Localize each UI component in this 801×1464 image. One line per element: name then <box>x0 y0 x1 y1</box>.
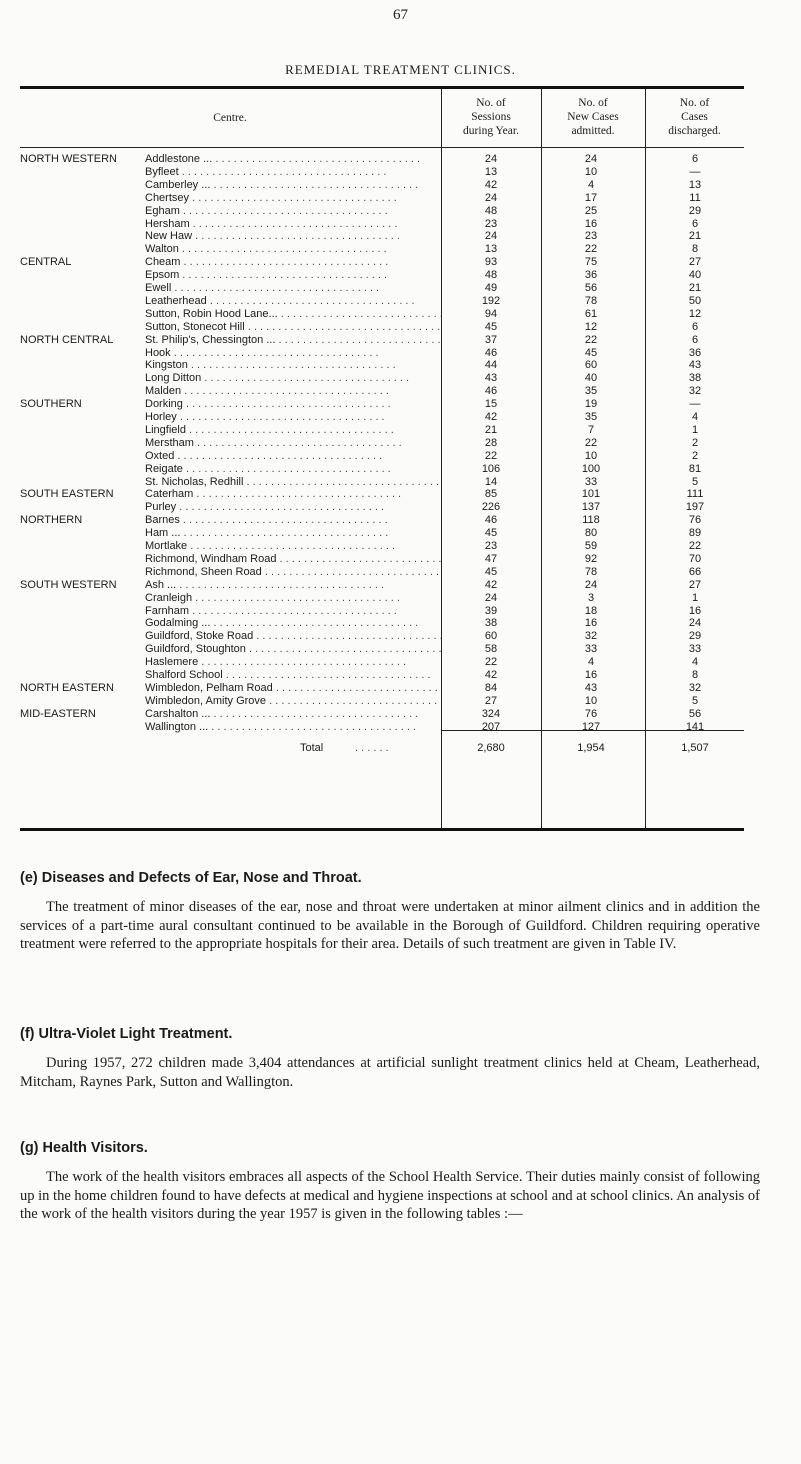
centre-name: Guildford, Stoke Road . . . <box>145 629 441 644</box>
region-label: NORTHERN <box>20 514 83 527</box>
discharged-value: 4 <box>691 411 699 423</box>
header-new-cases-line: New Cases <box>567 111 619 123</box>
new-cases-value: 10 <box>584 449 598 462</box>
new-cases-value: 118 <box>582 514 600 527</box>
new-cases-value: 22 <box>584 243 598 256</box>
discharged-value: 6 <box>691 153 699 165</box>
centre-name: Ash ... . . . <box>145 578 441 593</box>
sessions-value: 94 <box>484 307 498 320</box>
sessions-value: 27 <box>484 694 498 707</box>
header-discharged-line: discharged. <box>668 125 721 137</box>
new-cases-value: 80 <box>584 527 598 540</box>
header-centre: Centre. <box>213 112 247 124</box>
new-cases-value: 40 <box>584 372 598 385</box>
sessions-value: 60 <box>484 630 498 643</box>
table-title: REMEDIAL TREATMENT CLINICS. <box>285 62 516 77</box>
sessions-value: 42 <box>484 411 498 423</box>
new-cases-value: 32 <box>584 630 598 643</box>
centre-name: Byfleet . . . <box>145 165 441 180</box>
discharged-value: 5 <box>691 694 699 707</box>
sessions-value: 207 <box>481 720 501 733</box>
table-row <box>20 720 744 735</box>
section-paragraph: The work of the health visitors embraces all aspects of the School Health Service. Their duties mainly consist of following up in the home children found to have defects at medical and hygiene inspections at school and at school clinics. An analysis of the work of the health visitors during the year 1957 is given in the following tables :— <box>20 1169 760 1222</box>
new-cases-value: 127 <box>581 720 601 733</box>
new-cases-value: 101 <box>581 488 601 501</box>
sessions-value: 192 <box>481 294 501 307</box>
new-cases-value: 36 <box>584 269 598 282</box>
region-label: NORTH EASTERN <box>20 681 114 694</box>
discharged-value: 38 <box>688 372 702 385</box>
sessions-value: 15 <box>484 398 498 411</box>
discharged-value: 76 <box>688 514 702 527</box>
discharged-value: 6 <box>691 320 699 333</box>
discharged-value: 66 <box>688 565 702 578</box>
centre-name: Ham ... . . . <box>145 526 441 541</box>
new-cases-value: 7 <box>587 423 595 436</box>
new-cases-value: 43 <box>584 681 598 694</box>
discharged-value: — <box>689 398 701 411</box>
centre-name: Mortlake . . . <box>145 539 441 554</box>
sessions-value: 106 <box>481 462 501 475</box>
sessions-value: 22 <box>484 656 498 669</box>
new-cases-value: 56 <box>584 282 598 294</box>
sessions-value: 93 <box>484 256 498 269</box>
sessions-value: 84 <box>484 681 498 694</box>
new-cases-value: 12 <box>584 320 598 333</box>
section-heading: (f) Ultra-Violet Light Treatment. <box>20 1026 233 1042</box>
sessions-value: 24 <box>484 191 498 204</box>
sessions-value: 45 <box>484 527 498 540</box>
discharged-value: 21 <box>688 230 702 243</box>
discharged-value: 6 <box>691 333 699 346</box>
discharged-value: 197 <box>685 501 705 514</box>
centre-name: Cheam . . . <box>145 255 441 270</box>
discharged-value: 32 <box>688 681 702 694</box>
total-label: Total <box>300 742 324 754</box>
discharged-value: 27 <box>688 578 702 591</box>
centre-name: Long Ditton . . . <box>145 371 441 386</box>
header-rule <box>20 147 744 148</box>
centre-name: Leatherhead . . . <box>145 294 441 309</box>
header-discharged-line: Cases <box>681 111 708 123</box>
new-cases-value: 17 <box>584 191 598 204</box>
region-label: SOUTHERN <box>20 398 82 411</box>
sessions-value: 48 <box>484 204 498 217</box>
centre-name: Ewell . . . <box>145 281 441 296</box>
sessions-value: 46 <box>484 346 498 359</box>
sessions-value: 46 <box>484 514 498 527</box>
new-cases-value: 24 <box>584 578 598 591</box>
discharged-value: 32 <box>688 385 702 398</box>
centre-name: Dorking . . . <box>145 397 441 412</box>
new-cases-value: 78 <box>584 565 598 578</box>
centre-name: Malden . . . <box>145 384 441 399</box>
new-cases-value: 10 <box>584 694 598 707</box>
sessions-value: 28 <box>484 436 498 449</box>
centre-name: Sutton, Robin Hood Lane... . . . <box>145 307 441 322</box>
discharged-value: 70 <box>688 552 702 565</box>
centre-name: Shalford School . . . <box>145 668 441 683</box>
sessions-value: 39 <box>484 604 498 617</box>
section-ultra-violet <box>20 1026 760 1091</box>
table-bottom-rule <box>20 828 744 831</box>
sessions-value: 324 <box>481 707 501 720</box>
centre-name: Wimbledon, Amity Grove . . . <box>145 694 441 709</box>
centre-name: Addlestone ... . . . <box>145 152 441 167</box>
centre-name: Epsom . . . <box>145 268 441 283</box>
discharged-value: 11 <box>689 191 701 204</box>
discharged-value: 29 <box>688 630 702 643</box>
page-number: 67 <box>393 7 408 23</box>
total-new-cases: 1,954 <box>577 742 605 754</box>
section-paragraph: The treatment of minor diseases of the ear, nose and throat were undertaken at minor ailment clinics and in addition the services of a part-time aural consultant continued to be available in the Borough of Guildford. Children requiring operative treatment were referred to the appropriate hospitals for their area. Details of such treatment are given in Table IV. <box>20 899 760 952</box>
discharged-value: 111 <box>686 488 704 501</box>
sessions-value: 23 <box>484 540 498 552</box>
sessions-value: 37 <box>484 333 498 346</box>
region-label: SOUTH EASTERN <box>20 488 114 501</box>
new-cases-value: 16 <box>584 669 598 681</box>
sessions-value: 42 <box>484 578 498 591</box>
centre-name: Hersham . . . <box>145 217 441 232</box>
new-cases-value: 35 <box>584 385 598 398</box>
centre-name: Hook . . . <box>145 346 441 361</box>
sessions-value: 23 <box>484 217 498 230</box>
centre-name: Sutton, Stonecot Hill . . . <box>145 320 441 335</box>
region-label: SOUTH WESTERN <box>20 578 117 591</box>
centre-name: Walton . . . <box>145 242 441 257</box>
discharged-value: — <box>689 165 701 178</box>
centre-name: Wallington ... . . . <box>145 720 441 735</box>
new-cases-value: 24 <box>584 153 598 165</box>
section-heading: (e) Diseases and Defects of Ear, Nose and Throat. <box>20 870 362 886</box>
centre-name: Lingfield . . . <box>145 423 441 438</box>
centre-name: Oxted . . . <box>145 449 441 464</box>
sessions-value: 24 <box>484 591 498 604</box>
discharged-value: 21 <box>688 282 702 294</box>
sessions-value: 22 <box>484 449 498 462</box>
sessions-value: 48 <box>484 269 498 282</box>
discharged-value: 4 <box>691 656 699 669</box>
discharged-value: 2 <box>691 449 699 462</box>
sessions-value: 21 <box>484 423 498 436</box>
new-cases-value: 22 <box>584 436 598 449</box>
discharged-value: 5 <box>691 475 699 488</box>
centre-name: Horley . . . <box>145 410 441 425</box>
new-cases-value: 33 <box>584 475 598 488</box>
centre-name: St. Philip's, Chessington ... . . . <box>145 333 441 348</box>
centre-name: St. Nicholas, Redhill . . . <box>145 475 441 490</box>
discharged-value: 1 <box>691 423 699 436</box>
centre-name: Caterham . . . <box>145 487 441 502</box>
centre-name: Godalming ... . . . <box>145 616 441 631</box>
centre-name: Wimbledon, Pelham Road . . . <box>145 681 441 696</box>
region-label: NORTH CENTRAL <box>20 333 114 346</box>
discharged-value: 33 <box>688 643 702 656</box>
discharged-value: 2 <box>691 436 699 449</box>
header-sessions-line: Sessions <box>471 111 511 123</box>
header-new-cases-line: admitted. <box>571 125 615 137</box>
new-cases-value: 92 <box>584 552 598 565</box>
total-row <box>20 742 744 758</box>
new-cases-value: 59 <box>584 540 598 552</box>
centre-name: Reigate . . . <box>145 462 441 477</box>
region-label: MID-EASTERN <box>20 707 96 720</box>
new-cases-value: 23 <box>584 230 598 243</box>
new-cases-value: 137 <box>581 501 601 514</box>
sessions-value: 44 <box>484 359 498 372</box>
discharged-value: 13 <box>688 178 702 191</box>
sessions-value: 42 <box>484 178 498 191</box>
sessions-value: 38 <box>484 617 498 630</box>
sessions-value: 24 <box>484 230 498 243</box>
discharged-value: 16 <box>688 604 702 617</box>
centre-name: Guildford, Stoughton . . . <box>145 642 441 657</box>
sessions-value: 58 <box>484 643 498 656</box>
sessions-value: 85 <box>484 488 498 501</box>
new-cases-value: 16 <box>584 617 598 630</box>
centre-name: Richmond, Sheen Road . . . <box>145 565 441 580</box>
new-cases-value: 18 <box>584 604 598 617</box>
new-cases-value: 4 <box>587 178 595 191</box>
region-label: NORTH WESTERN <box>20 153 117 165</box>
new-cases-value: 60 <box>584 359 598 372</box>
discharged-value: 43 <box>688 359 702 372</box>
discharged-value: 50 <box>688 294 702 307</box>
sessions-value: 13 <box>484 243 498 256</box>
centre-name: Haslemere . . . <box>145 655 441 670</box>
centre-name: Chertsey . . . <box>145 191 441 206</box>
new-cases-value: 3 <box>587 591 595 604</box>
section-paragraph: During 1957, 272 children made 3,404 attendances at artificial sunlight treatment clinics held at Cheam, Leatherhead, Mitcham, Raynes Park, Sutton and Wallington. <box>20 1055 760 1090</box>
centre-name: Cranleigh . . . <box>145 591 441 606</box>
region-label: CENTRAL <box>20 256 72 269</box>
new-cases-value: 16 <box>584 217 598 230</box>
discharged-value: 1 <box>691 591 699 604</box>
discharged-value: 12 <box>688 307 702 320</box>
sessions-value: 42 <box>484 669 498 681</box>
new-cases-value: 4 <box>587 656 595 669</box>
centre-name: Camberley ... . . . <box>145 178 441 193</box>
sessions-value: 45 <box>484 320 498 333</box>
centre-name: Kingston . . . <box>145 358 441 373</box>
total-dots: . . . . . . <box>355 742 389 754</box>
discharged-value: 6 <box>691 217 699 230</box>
centre-name: New Haw . . . <box>145 229 441 244</box>
header-sessions-line: No. of <box>476 97 506 109</box>
sessions-value: 226 <box>481 501 501 514</box>
header-new-cases-line: No. of <box>578 97 608 109</box>
total-sessions: 2,680 <box>477 742 505 754</box>
centre-name: Richmond, Windham Road . . . <box>145 552 441 567</box>
section-health-visitors <box>20 1140 760 1224</box>
discharged-value: 8 <box>691 243 699 256</box>
new-cases-value: 100 <box>581 462 601 475</box>
new-cases-value: 22 <box>584 333 598 346</box>
discharged-value: 29 <box>688 204 702 217</box>
header-discharged <box>645 96 744 138</box>
new-cases-value: 25 <box>584 204 598 217</box>
new-cases-value: 19 <box>584 398 598 411</box>
new-cases-value: 76 <box>584 707 598 720</box>
section-ear-nose-throat <box>20 870 760 954</box>
total-discharged: 1,507 <box>681 742 709 754</box>
discharged-value: 27 <box>688 256 702 269</box>
centre-name: Farnham . . . <box>145 604 441 619</box>
new-cases-value: 78 <box>584 294 598 307</box>
header-sessions-line: during Year. <box>463 125 519 137</box>
remedial-clinics-table <box>20 89 744 828</box>
sessions-value: 14 <box>484 475 498 488</box>
header-new-cases <box>541 96 645 138</box>
header-discharged-line: No. of <box>679 97 710 109</box>
sessions-value: 49 <box>484 282 498 294</box>
discharged-value: 89 <box>688 527 702 540</box>
centre-name: Egham . . . <box>145 204 441 219</box>
discharged-value: 36 <box>688 346 702 359</box>
new-cases-value: 75 <box>584 256 598 269</box>
section-heading: (g) Health Visitors. <box>20 1140 148 1156</box>
discharged-value: 81 <box>688 462 702 475</box>
sessions-value: 46 <box>484 385 498 398</box>
discharged-value: 24 <box>688 617 702 630</box>
header-sessions <box>441 96 541 138</box>
new-cases-value: 33 <box>584 643 598 656</box>
discharged-value: 40 <box>688 269 702 282</box>
new-cases-value: 35 <box>584 411 598 423</box>
centre-name: Barnes . . . <box>145 513 441 528</box>
new-cases-value: 61 <box>584 307 598 320</box>
sessions-value: 24 <box>484 153 498 165</box>
new-cases-value: 45 <box>584 346 598 359</box>
centre-name: Carshalton ... . . . <box>145 707 441 722</box>
sessions-value: 45 <box>484 565 498 578</box>
discharged-value: 141 <box>685 720 705 733</box>
discharged-value: 8 <box>691 669 699 681</box>
sessions-value: 43 <box>484 372 498 385</box>
discharged-value: 56 <box>688 707 702 720</box>
sessions-value: 47 <box>484 552 498 565</box>
centre-name: Merstham . . . <box>145 436 441 451</box>
centre-name: Purley . . . <box>145 500 441 515</box>
sessions-value: 13 <box>484 165 498 178</box>
discharged-value: 22 <box>688 540 702 552</box>
new-cases-value: 10 <box>584 165 598 178</box>
